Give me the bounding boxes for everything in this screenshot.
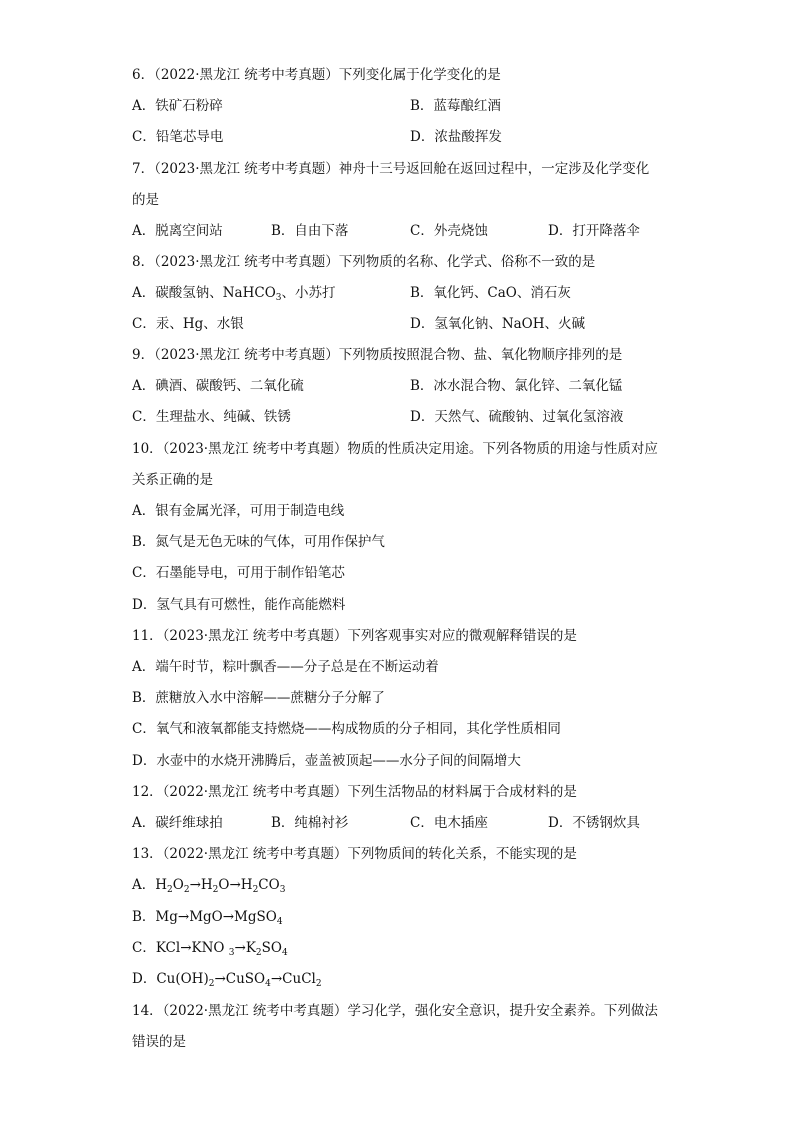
q13c-s3: 2 [255, 948, 262, 958]
q13a-s5: 2 [212, 885, 219, 895]
q6-option-c: C．铅笔芯导电 [132, 129, 224, 145]
q13-option-b [132, 908, 283, 926]
q6-option-d: D．浓盐酸挥发 [410, 129, 502, 145]
q13-option-d [132, 970, 322, 988]
q8-a-pre: A．碳酸氢钠、NaHCO [132, 285, 276, 301]
q8-option-a [132, 284, 336, 302]
q13a-t0: A．H [132, 877, 168, 893]
question-14-stem-cont: 错误的是 [132, 1034, 186, 1050]
q10-option-c: C．石墨能导电，可用于制作铅笔芯 [132, 565, 345, 581]
q13a-t4: →H [189, 877, 213, 893]
q10-option-b: B．氮气是无色无味的气体，可用作保护气 [132, 534, 385, 550]
question-13-stem: 13．（2022·黑龙江 统考中考真题）下列物质间的转化关系，不能实现的是 [132, 846, 577, 862]
q13b-s1: 4 [276, 917, 283, 927]
q9-option-b: B．冰水混合物、氯化锌、二氧化锰 [410, 378, 623, 394]
q10-option-a: A．银有金属光泽，可用于制造电线 [132, 503, 345, 519]
q11-option-c: C．氧气和液氧都能支持燃烧——构成物质的分子相同，其化学性质相同 [132, 721, 561, 737]
q12-option-c: C．电木插座 [410, 815, 488, 831]
q12-option-b: B．纯棉衬衫 [271, 815, 349, 831]
question-9-stem: 9．（2023·黑龙江 统考中考真题）下列物质按照混合物、盐、氧化物顺序排列的是 [132, 347, 623, 363]
q13a-s1: 2 [167, 885, 173, 895]
q13c-t0: C．KCl→KNO [132, 940, 229, 956]
q13a-s3: 2 [183, 885, 190, 895]
question-7-stem-cont: 的是 [132, 192, 159, 208]
question-12-stem: 12．（2022·黑龙江 统考中考真题）下列生活物品的材料属于合成材料的是 [132, 784, 577, 800]
q13d-s1: 2 [208, 979, 215, 989]
q13a-s9: 3 [279, 885, 286, 895]
q13d-s5: 2 [315, 979, 322, 989]
q11-option-a: A．端午时节，粽叶飘香——分子总是在不断运动着 [132, 659, 439, 675]
question-6-stem: 6．（2022·黑龙江 统考中考真题）下列变化属于化学变化的是 [132, 67, 501, 83]
q13a-s7: 2 [252, 885, 259, 895]
q13a-t2: O [172, 877, 184, 893]
q13c-s5: 4 [281, 948, 288, 958]
q6-option-b: B．蓝莓酿红酒 [410, 98, 501, 114]
q11-option-b: B．蔗糖放入水中溶解——蔗糖分子分解了 [132, 690, 385, 706]
q8-a-sub: 3 [275, 293, 282, 303]
q8-option-d: D．氢氧化钠、NaOH、火碱 [410, 316, 586, 332]
q13c-s1: 3 [228, 948, 235, 958]
question-10-stem-cont: 关系正确的是 [132, 472, 213, 488]
q9-option-d: D．天然气、硫酸钠、过氧化氢溶液 [410, 409, 624, 425]
question-10-stem: 10．（2023·黑龙江 统考中考真题）物质的性质决定用途。下列各物质的用途与性质对应 [132, 441, 658, 457]
question-8-stem: 8．（2023·黑龙江 统考中考真题）下列物质的名称、化学式、俗称不一致的是 [132, 254, 596, 270]
q8-a-post: 、小苏打 [281, 285, 336, 301]
question-14-stem: 14．（2022·黑龙江 统考中考真题）学习化学，强化安全意识，提升安全素养。下列做法 [132, 1003, 658, 1019]
question-7-stem: 7．（2023·黑龙江 统考中考真题）神舟十三号返回舱在返回过程中，一定涉及化学变化 [132, 161, 650, 177]
q9-option-a: A．碘酒、碳酸钙、二氧化硫 [132, 378, 304, 394]
q13d-t4: →CuCl [270, 971, 316, 987]
q11-option-d: D．水壶中的水烧开沸腾后，壶盖被顶起——水分子间的间隔增大 [132, 753, 521, 769]
q6-option-a: A．铁矿石粉碎 [132, 98, 223, 114]
q13-option-c [132, 939, 288, 957]
q10-option-d: D．氢气具有可燃性，能作高能燃料 [132, 597, 346, 613]
q7-option-c: C．外壳烧蚀 [410, 223, 488, 239]
q9-option-c: C．生理盐水、纯碱、铁锈 [132, 409, 291, 425]
q13c-t2: →K [234, 940, 256, 956]
q7-option-b: B．自由下落 [271, 223, 349, 239]
q13-option-a [132, 876, 285, 894]
q12-option-d: D．不锈钢炊具 [548, 815, 640, 831]
q13c-t4: SO [261, 940, 282, 956]
q8-option-c: C．汞、Hg、水银 [132, 316, 244, 332]
q13d-t0: D．Cu(OH) [132, 971, 209, 987]
q12-option-a: A．碳纤维球拍 [132, 815, 223, 831]
q13a-t8: CO [258, 877, 280, 893]
q13a-t6: O→H [218, 877, 253, 893]
q13d-t2: →CuSO [214, 971, 266, 987]
question-11-stem: 11．（2023·黑龙江 统考中考真题）下列客观事实对应的微观解释错误的是 [132, 628, 577, 644]
q13b-t0: B．Mg→MgO→MgSO [132, 909, 277, 925]
q13d-s3: 4 [265, 979, 271, 989]
q7-option-a: A．脱离空间站 [132, 223, 223, 239]
q7-option-d: D．打开降落伞 [548, 223, 640, 239]
q8-option-b: B．氧化钙、CaO、消石灰 [410, 285, 571, 301]
